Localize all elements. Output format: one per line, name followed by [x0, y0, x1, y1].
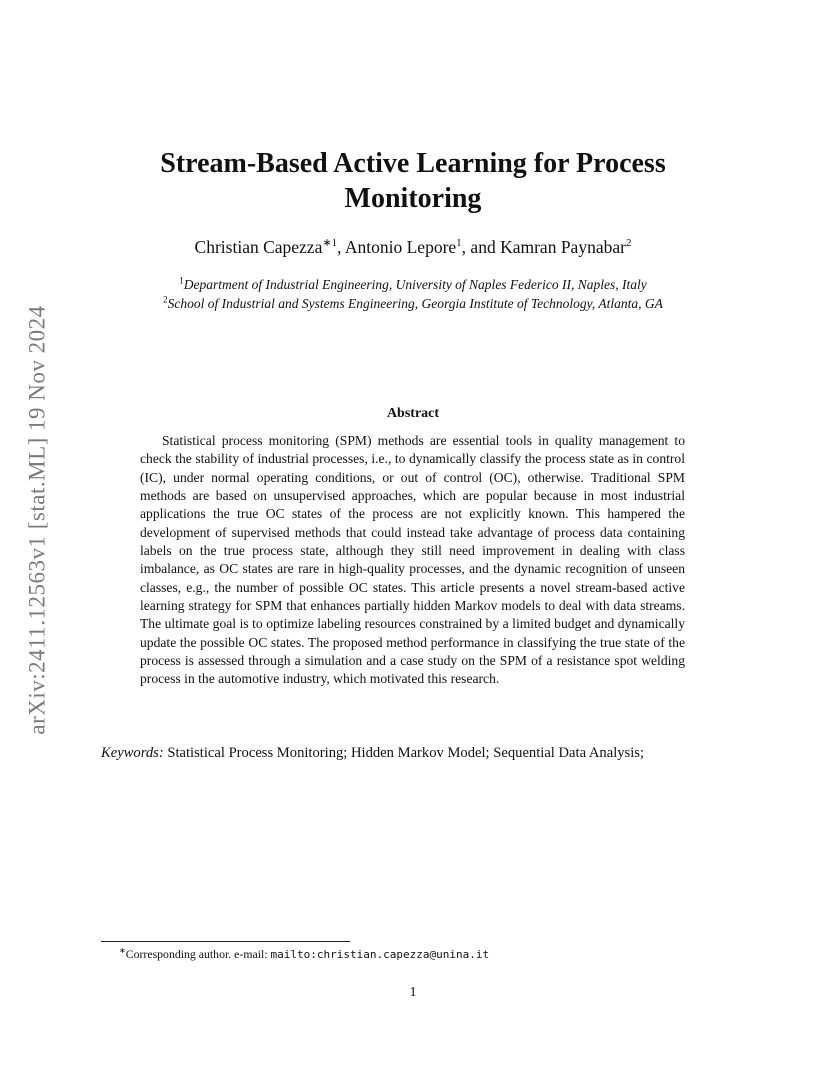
arxiv-identifier-text: arXiv:2411.12563v1 [stat.ML] 19 Nov 2024 [25, 305, 50, 735]
author-name: Antonio Lepore [344, 237, 457, 257]
author-separator: , [337, 237, 345, 257]
author-name: Kamran Paynabar [500, 237, 626, 257]
keywords-label: Keywords: [101, 745, 164, 761]
footnote-divider [101, 941, 350, 942]
keywords-text: Statistical Process Monitoring; Hidden Markov Model; Sequential Data Analysis; [167, 745, 645, 761]
abstract-heading: Abstract [386, 406, 440, 421]
affiliation [100, 295, 726, 313]
paper-title [100, 146, 726, 216]
footnote [119, 946, 719, 963]
affiliation-text: School of Industrial and Systems Engineering, Georgia Institute of Technology, Atlanta, GA [167, 296, 663, 311]
author-affiliation-mark: ∗1 [322, 237, 338, 250]
author-separator: , and [461, 237, 501, 257]
author-name: Christian Capezza [194, 237, 323, 257]
footnote-text: Corresponding author. e-mail: [125, 947, 271, 961]
author-affiliation-mark: 2 [625, 237, 632, 250]
paper-title-line-2: Monitoring [344, 183, 482, 214]
affiliation-text: Department of Industrial Engineering, University of Naples Federico II, Naples, Italy [183, 277, 647, 292]
keywords [101, 743, 725, 763]
footnote-mark: ∗ [119, 946, 126, 956]
author-affiliation-mark: 1 [456, 237, 462, 250]
affiliation-mark: 1 [179, 275, 184, 286]
abstract-body: Statistical process monitoring (SPM) methods are essential tools in quality management to check the stability of industrial processes, i.e., to dynamically classify the process state as in control (IC), under normal operating conditions, or out of control (OC), otherwise. Traditional SPM methods are based on unsupervised approaches, which are popular because in most industrial applications the true OC states of the process are not explicitly known. This hampered the development of supervised methods that could instead take advantage of process data containing labels on the true process state, although they still need improvement in dealing with class imbalance, as OC states are rare in high-quality processes, and the dynamic recognition of unseen classes, e.g., the number of possible OC states. This article presents a novel stream-based active learning strategy for SPM that enhances partially hidden Markov models to deal with data streams. The ultimate goal is to optimize labeling resources constrained by a limited budget and dynamically update the possible OC states. The proposed method performance in classifying the true state of the process is assessed through a simulation and a case study on the SPM of a resistance spot welding process in the automotive industry, which motivated this research. [140, 433, 685, 687]
page-number: 1 [409, 985, 417, 1000]
paper-title-line-1: Stream-Based Active Learning for Process [160, 148, 666, 179]
author-list [100, 236, 726, 258]
affiliation-mark: 2 [163, 294, 168, 305]
email-link[interactable]: mailto:christian.capezza@unina.it [270, 948, 490, 961]
arxiv-identifier-stamp [18, 265, 58, 775]
affiliation [100, 276, 726, 294]
